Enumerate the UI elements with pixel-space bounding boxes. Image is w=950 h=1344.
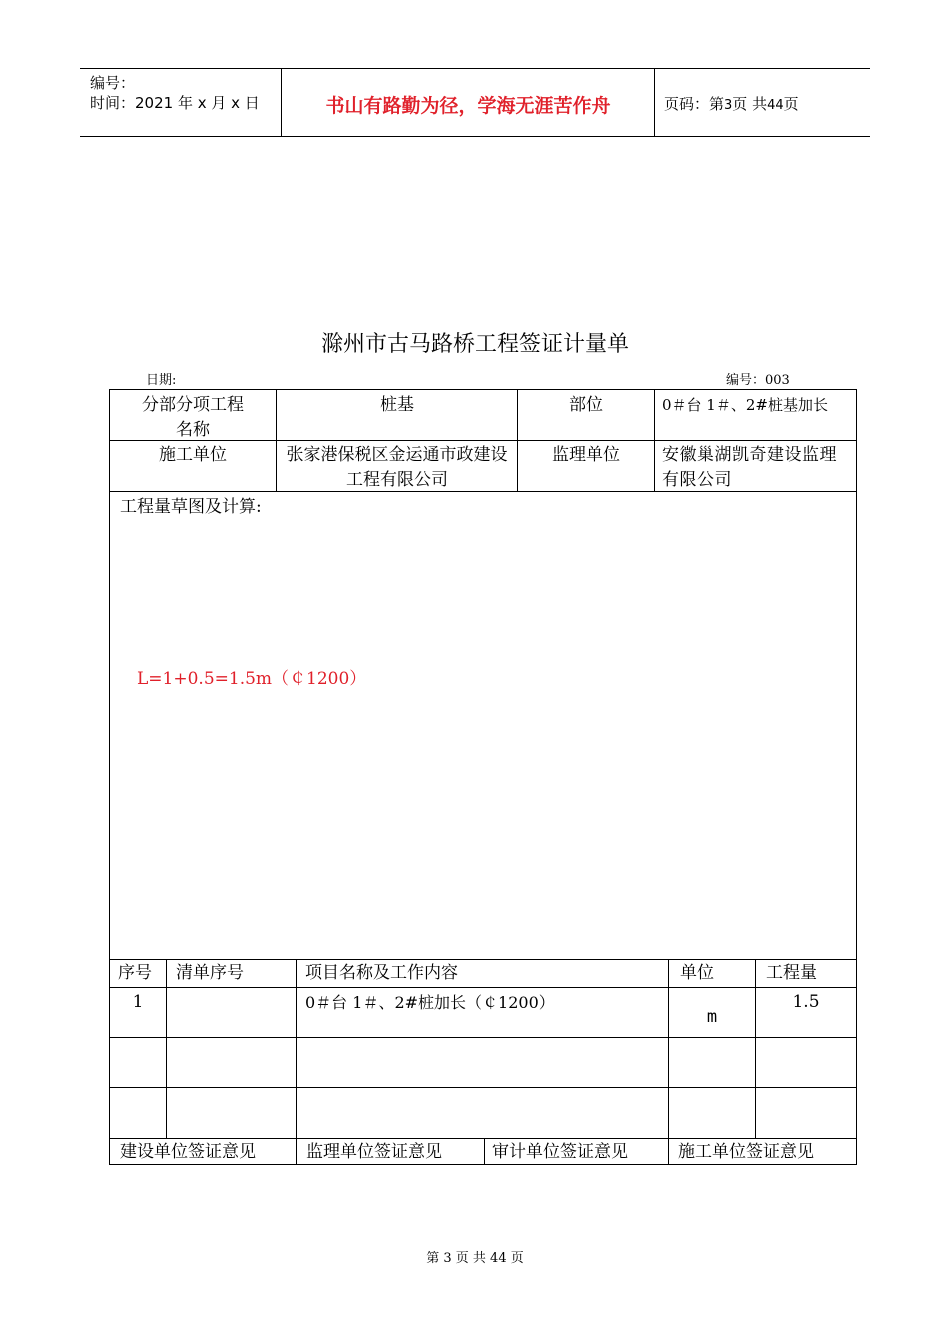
header-page-total: 44 <box>767 98 784 113</box>
location-value: 0＃台 1＃、2#桩基加长 <box>662 396 828 414</box>
location-label: 部位 <box>569 395 603 415</box>
col-header-qty: 工程量 <box>766 963 817 983</box>
sign-audit: 审计单位签证意见 <box>492 1142 628 1162</box>
table-rule <box>109 1087 857 1088</box>
item-no: 1 <box>132 992 144 1012</box>
table-rule <box>755 959 756 1138</box>
contractor-label: 施工单位 <box>159 445 227 465</box>
document-title: 滁州市古马路桥工程签证计量单 <box>320 332 629 357</box>
document-code: 编号：003 <box>726 373 790 388</box>
table-rule <box>856 389 857 1165</box>
table-rule <box>654 389 655 491</box>
header-motto: 书山有路勤为径，学海无涯苦作舟 <box>325 95 611 117</box>
table-rule <box>109 1138 857 1139</box>
table-rule <box>109 1037 857 1038</box>
table-rule <box>296 1138 297 1164</box>
table-rule <box>109 389 857 390</box>
page-footer: 第 3 页 共 44 页 <box>426 1251 524 1266</box>
table-rule <box>484 1138 485 1164</box>
table-rule <box>109 959 857 960</box>
col-header-list-no: 清单序号 <box>176 963 244 983</box>
subproject-value: 桩基 <box>380 395 414 415</box>
col-header-no: 序号 <box>118 963 152 983</box>
table-rule <box>296 959 297 1138</box>
header-divider <box>654 69 655 136</box>
col-header-unit: 单位 <box>680 963 714 983</box>
item-desc: 0＃台 1＃、2#桩加长（￠1200） <box>305 993 555 1012</box>
subproject-label: 分部分项工程名称 <box>142 395 244 440</box>
header-time: 时间：2021 年 x 月 x 日 <box>90 94 260 112</box>
date-label: 日期: <box>146 373 177 388</box>
item-unit: m <box>706 1007 718 1027</box>
contractor-value: 张家港保税区金运通市政建设工程有限公司 <box>286 445 508 490</box>
page-header <box>80 68 870 137</box>
supervisor-label: 监理单位 <box>552 445 620 465</box>
header-code: 编号： <box>90 74 136 92</box>
table-rule <box>109 389 110 1165</box>
sign-owner: 建设单位签证意见 <box>120 1142 256 1162</box>
col-header-desc: 项目名称及工作内容 <box>305 963 458 983</box>
header-page-info: 页码：第3页 共44页 <box>664 95 799 113</box>
item-qty: 1.5 <box>792 992 820 1012</box>
table-rule <box>109 987 857 988</box>
table-rule <box>668 1138 669 1164</box>
sign-contractor: 施工单位签证意见 <box>678 1142 814 1162</box>
table-rule <box>166 959 167 1138</box>
header-page-number: 3 <box>724 98 733 113</box>
sign-supervisor: 监理单位签证意见 <box>306 1142 442 1162</box>
quantity-formula: L=1+0.5=1.5m（￠1200） <box>137 669 367 689</box>
supervisor-value: 安徽巢湖凯奇建设监理有限公司 <box>662 445 837 490</box>
sketch-label: 工程量草图及计算: <box>120 497 262 517</box>
header-meta <box>90 73 260 113</box>
table-rule <box>668 959 669 1138</box>
